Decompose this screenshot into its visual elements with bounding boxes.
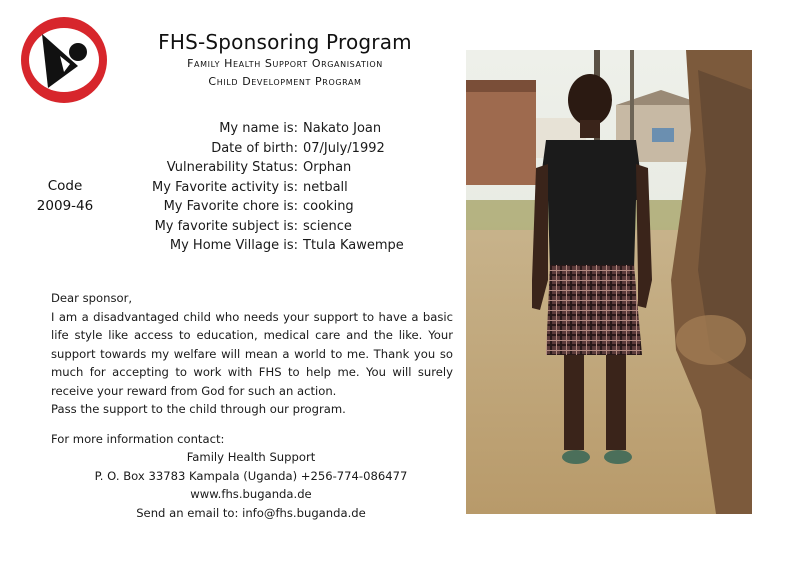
child-code [28, 176, 102, 216]
profile-row-subject [108, 217, 408, 237]
profile-value: 07/July/1992 [303, 140, 385, 156]
fhs-logo-icon [20, 16, 108, 104]
profile-row-chore [108, 197, 408, 217]
profile-row-name [108, 119, 408, 139]
sponsor-letter [51, 289, 453, 419]
profile-label: My Favorite chore is: [163, 199, 298, 214]
child-photo [466, 50, 752, 514]
profile-value: cooking [303, 199, 354, 214]
program-name: Child Development Program [208, 75, 362, 88]
contact-org: Family Health Support [186, 450, 316, 464]
profile-label: My name is: [219, 121, 298, 136]
letter-body: I am a disadvantaged child who needs your support to have a basic life style like access to education, medical care and the like. Your support towards my welfare will mean a world to me. Thank you so much for accepting to work with FHS to help me. You will surely receive your reward from God for such an action. [51, 309, 453, 398]
organisation-name: Family Health Support Organisation [187, 57, 383, 70]
contact-address: P. O. Box 33783 Kampala (Uganda) +256-774-086477 [94, 468, 408, 483]
code-label: Code [47, 178, 83, 194]
profile-row-status [108, 158, 408, 178]
page-title: FHS-Sponsoring Program [158, 30, 412, 54]
profile-label: My Favorite activity is: [152, 179, 298, 195]
profile-label: My Home Village is: [169, 238, 298, 253]
contact-heading: For more information contact: [51, 432, 225, 446]
profile-row-activity [108, 178, 408, 198]
profile-value: netball [303, 179, 348, 195]
child-profile [108, 119, 408, 256]
profile-value: Orphan [303, 160, 352, 175]
code-value: 2009-46 [36, 198, 94, 214]
profile-label: Date of birth: [211, 140, 298, 156]
profile-value: science [303, 218, 352, 234]
contact-website[interactable]: www.fhs.buganda.de [190, 487, 312, 501]
profile-row-village [108, 236, 408, 256]
letter-closing: Pass the support to the child through our program. [51, 402, 346, 416]
profile-row-dob [108, 139, 408, 159]
profile-value: Ttula Kawempe [303, 238, 404, 253]
contact-email[interactable]: Send an email to: info@fhs.buganda.de [136, 505, 366, 520]
profile-value: Nakato Joan [303, 121, 382, 136]
letter-greeting: Dear sponsor, [51, 291, 133, 305]
contact-block [51, 448, 451, 522]
profile-label: My favorite subject is: [154, 218, 298, 234]
profile-label: Vulnerability Status: [166, 160, 298, 175]
